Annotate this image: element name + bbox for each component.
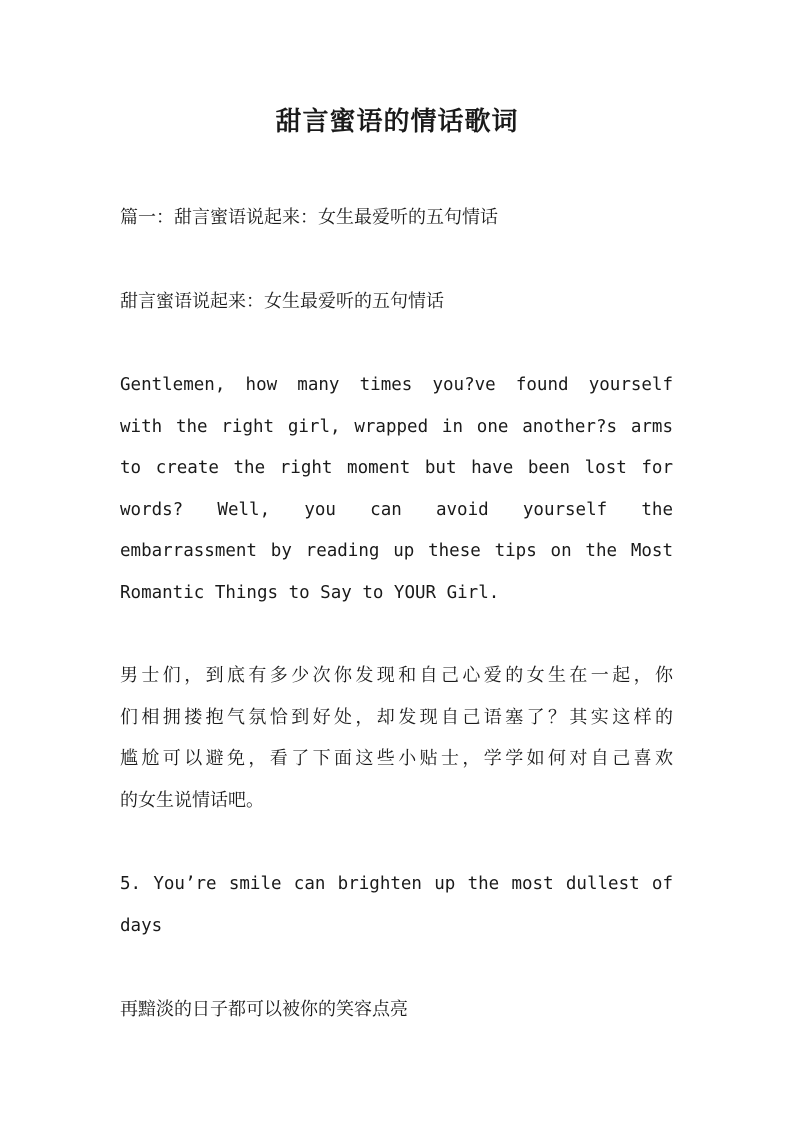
- english-intro-line: Gentlemen, how many times you?ve found yourself: [120, 375, 673, 395]
- section-subheading: 甜言蜜语说起来：女生最爱听的五句情话: [120, 291, 444, 312]
- section-heading: 篇一：甜言蜜语说起来：女生最爱听的五句情话: [120, 207, 498, 228]
- english-intro-line: to create the right moment but have been lost for: [120, 458, 673, 478]
- english-intro-line: embarrassment by reading up these tips on the Most: [120, 541, 673, 561]
- chinese-intro-line: 们相拥搂抱气氛恰到好处，却发现自己语塞了？其实这样的: [120, 706, 673, 728]
- english-intro-line: words? Well, you can avoid yourself the: [120, 499, 673, 520]
- chinese-intro-line: 男士们，到底有多少次你发现和自己心爱的女生在一起，你: [120, 665, 673, 686]
- item-5-english-line: days: [120, 915, 163, 936]
- item-5-english-line: 5. You’re smile can brighten up the most dullest of: [120, 874, 673, 894]
- english-intro-paragraph: [120, 365, 673, 614]
- item-5-chinese: 再黯淡的日子都可以被你的笑容点亮: [120, 999, 408, 1020]
- english-intro-line: Romantic Things to Say to YOUR Girl.: [120, 582, 500, 603]
- chinese-intro-line: 尴尬可以避免，看了下面这些小贴士，学学如何对自己喜欢: [120, 748, 673, 769]
- english-intro-line: with the right girl, wrapped in one another?s arms: [120, 416, 673, 437]
- chinese-intro-paragraph: [120, 655, 673, 821]
- document-title: 甜言蜜语的情话歌词: [275, 107, 519, 137]
- chinese-intro-line: 的女生说情话吧。: [120, 789, 264, 811]
- item-5-english: [120, 864, 673, 947]
